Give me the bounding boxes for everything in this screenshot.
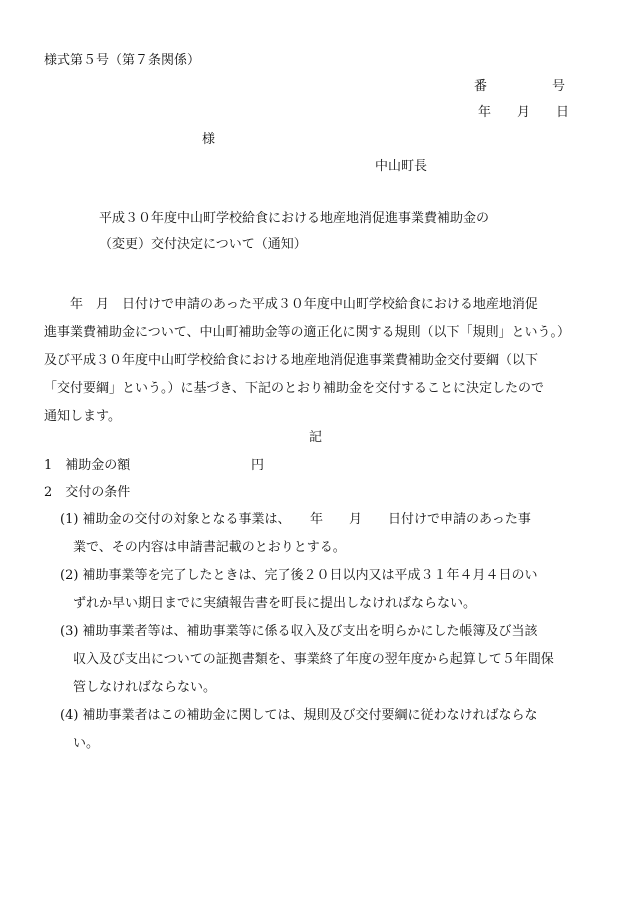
body-line: 通知します。 bbox=[44, 409, 121, 424]
body-line: 年 月 日付けで申請のあった平成３０年度中山町学校給食における地産地消促 bbox=[44, 297, 538, 312]
ki-heading: 記 bbox=[309, 430, 323, 445]
conditions-list bbox=[60, 506, 600, 758]
item-1-label: 1 補助金の額 bbox=[44, 458, 131, 473]
condition-line: 業で、その内容は申請書記載のとおりとする。 bbox=[60, 540, 346, 555]
addressee: 様 bbox=[202, 132, 216, 147]
document-number-line: 番 号 bbox=[474, 79, 566, 94]
title-line-2: （変更）交付決定について（通知） bbox=[99, 237, 307, 252]
condition-line: ずれか早い期日までに実績報告書を町長に提出しなければならない。 bbox=[60, 596, 477, 611]
title-line-1: 平成３０年度中山町学校給食における地産地消促進事業費補助金の bbox=[99, 211, 490, 226]
issuer: 中山町長 bbox=[375, 159, 428, 174]
condition-line: (4) 補助事業者はこの補助金に関しては、規則及び交付要綱に従わなければならな bbox=[60, 708, 538, 723]
condition-line: 管しなければならない。 bbox=[60, 680, 217, 695]
condition-line: い。 bbox=[60, 736, 100, 751]
body-line: 進事業費補助金について、中山町補助金等の適正化に関する規則（以下「規則」という。） bbox=[44, 325, 570, 340]
item-1-unit: 円 bbox=[251, 458, 265, 473]
body-paragraph bbox=[44, 291, 592, 431]
date-line: 年 月 日 bbox=[478, 105, 570, 120]
condition-line: (1) 補助金の交付の対象となる事業は、 年 月 日付けで申請のあった事 bbox=[60, 512, 531, 527]
body-line: 「交付要綱」という。）に基づき、下記のとおり補助金を交付することに決定したので bbox=[44, 381, 544, 396]
form-number: 様式第５号（第７条関係） bbox=[44, 53, 201, 68]
item-2-label: 2 交付の条件 bbox=[44, 485, 131, 500]
condition-line: (2) 補助事業等を完了したときは、完了後２０日以内又は平成３１年４月４日のい bbox=[60, 568, 538, 583]
body-line: 及び平成３０年度中山町学校給食における地産地消促進事業費補助金交付要綱（以下 bbox=[44, 353, 539, 368]
condition-line: 収入及び支出についての証拠書類を、事業終了年度の翌年度から起算して５年間保 bbox=[60, 652, 554, 667]
condition-line: (3) 補助事業者等は、補助事業等に係る収入及び支出を明らかにした帳簿及び当該 bbox=[60, 624, 538, 639]
